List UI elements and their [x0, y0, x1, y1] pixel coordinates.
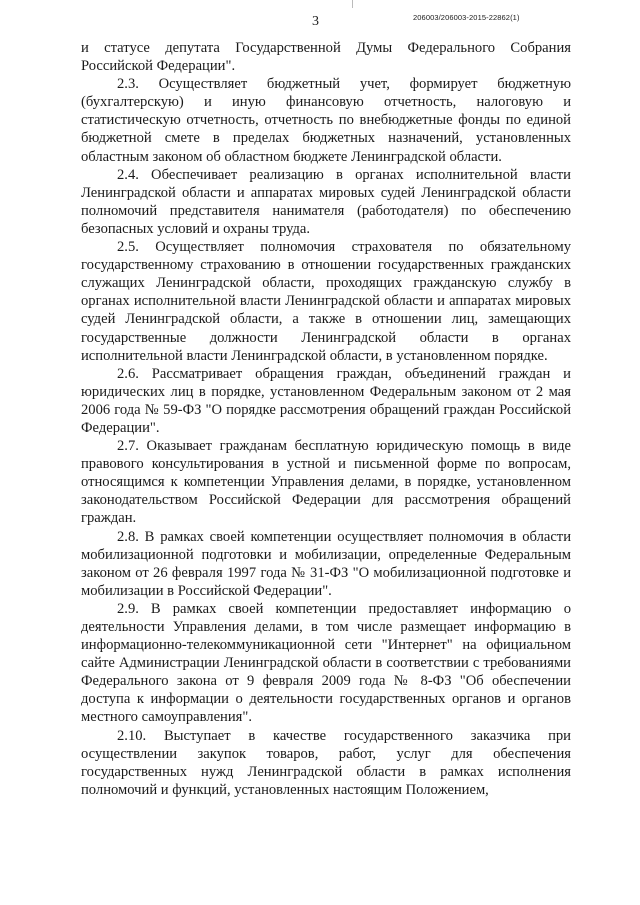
scan-speck [352, 0, 353, 8]
paragraph-2-6: 2.6. Рассматривает обращения граждан, объединений граждан и юридических лиц в порядке, установленном Федеральным законом от 2 мая 2006 года № 59-ФЗ "О порядке рассмотрения обращений граждан Российской Федерации". [81, 365, 571, 436]
paragraph-2-7: 2.7. Оказывает гражданам бесплатную юридическую помощь в виде правового консультирования в устной и письменной форме по вопросам, относящимся к компетенции Управления делами, в порядке, установленном законодательством Российской Федерации для рассмотрения обращений граждан. [81, 438, 571, 527]
paragraph-2-10: 2.10. Выступает в качестве государственного заказчика при осуществлении закупок товаров, работ, услуг для обеспечения государственных нужд Ленинградской области в рамках исполнения полномочий и функций, установленных настоящим Положением, [81, 727, 571, 798]
paragraph-2-3: 2.3. Осуществляет бюджетный учет, формирует бюджетную (бухгалтерскую) и иную финансовую отчетность, налоговую и статистическую отчетность, отчетность по внебюджетные фонды по единой бюджетной смете в пределах бюджетных назначений, установленных областным законом об областном бюджете Ленинградской области. [81, 76, 571, 165]
paragraph-continuation: и статусе депутата Государственной Думы Федерального Собрания Российской Федерации". [81, 40, 571, 75]
paragraph-2-8: 2.8. В рамках своей компетенции осуществляет полномочия в области мобилизационной подготовки и мобилизации, определенные Федеральным законом от 26 февраля 1997 года № 31-ФЗ "О мобилизационной подготовке и мобилизации в Российской Федерации". [81, 528, 571, 599]
paragraph-2-9: 2.9. В рамках своей компетенции предоставляет информацию о деятельности Управления делами, в том числе размещает информацию в информационно-телекоммуникационной сети "Интернет" на официальном сайте Администрации Ленинградской области в соответствии с требованиями Федерального закона от 9 февраля 2009 года № 8-ФЗ "Об обеспечении доступа к информации о деятельности государственных органов и органов местного самоуправления". [81, 600, 571, 726]
page-number: 3 [312, 14, 319, 29]
document-body [81, 39, 571, 799]
paragraph-2-4: 2.4. Обеспечивает реализацию в органах исполнительной власти Ленинградской области и аппаратах мировых судей Ленинградской области полномочий представителя нанимателя (работодателя) по обеспечению безопасных условий и охраны труда. [81, 166, 571, 237]
paragraph-2-5: 2.5. Осуществляет полномочия страхователя по обязательному государственному страхованию в отношении государственных гражданских служащих Ленинградской области, проходящих гражданскую службу в органах исполнительной власти Ленинградской области и аппаратах мировых судей Ленинградской области, а также в отношении лиц, замещающих государственные должности Ленинградской области в органах исполнительной власти Ленинградской области, в установленном порядке. [81, 239, 571, 364]
document-code: 206003/206003-2015-22862(1) [413, 13, 520, 22]
